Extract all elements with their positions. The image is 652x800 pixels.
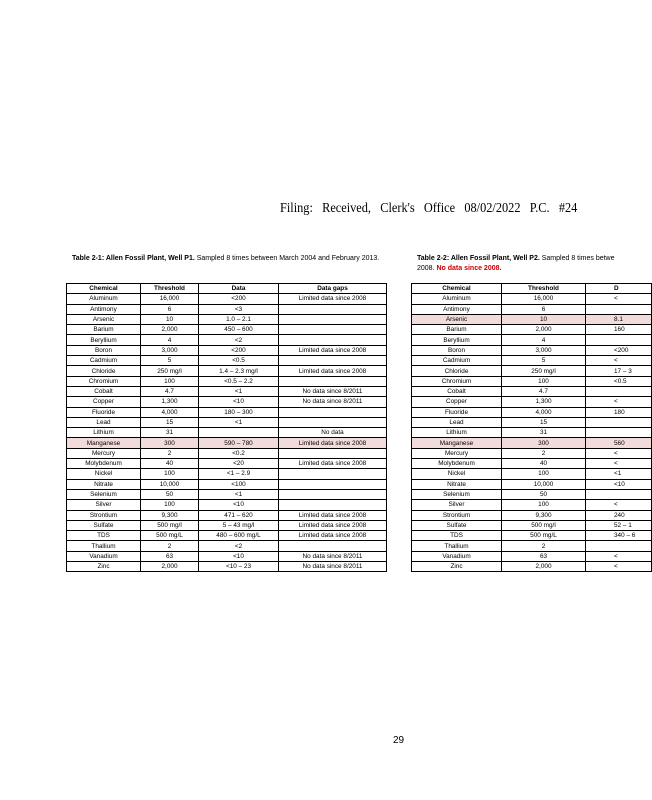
table-cell: 2 [502,541,586,551]
table-cell [279,304,387,314]
table-cell: Selenium [67,489,141,499]
table-cell: Vanadium [412,551,502,561]
table-cell [279,479,387,489]
table-cell: Boron [412,345,502,355]
table-cell: 4.7 [141,386,199,396]
table-row [412,469,652,479]
table-cell: 6 [502,304,586,314]
table-cell: Strontium [67,510,141,520]
table-cell: 2,000 [502,562,586,572]
table-cell: Limited data since 2008 [279,531,387,541]
table-row [67,417,387,427]
table-cell: Molybdenum [412,459,502,469]
table-cell: 500 mg/L [141,531,199,541]
table-cell: 10 [502,314,586,324]
table-cell: Nitrate [412,479,502,489]
table-cell: 4.7 [502,386,586,396]
table-row [67,541,387,551]
table-2-2-caption-warning: No data since 2008. [436,264,502,272]
table-cell: 250 mg/l [141,366,199,376]
table-cell: < [586,397,652,407]
table-row [412,541,652,551]
table-cell: < [586,459,652,469]
table-cell: 5 [502,356,586,366]
table-cell: Strontium [412,510,502,520]
table-cell: <1 [199,489,279,499]
table-cell: 63 [502,551,586,561]
table-cell [586,386,652,396]
table-cell: Lead [67,417,141,427]
table-cell: No data since 8/2011 [279,562,387,572]
column-header: Threshold [141,284,199,294]
table-cell: 4,000 [141,407,199,417]
table-row [412,366,652,376]
table-cell: Sulfate [67,520,141,530]
table-cell: <200 [586,345,652,355]
table-cell: <200 [199,345,279,355]
table-cell: Thallium [412,541,502,551]
table-row [412,386,652,396]
table-cell: Fluoride [67,407,141,417]
table-2-1-caption [72,254,382,264]
table-cell: Limited data since 2008 [279,438,387,448]
table-cell: 180 [586,407,652,417]
table-row [67,325,387,335]
table-row [67,314,387,324]
table-cell: 4,000 [502,407,586,417]
table-cell: <10 [586,479,652,489]
table-row [412,520,652,530]
table-cell: Sulfate [412,520,502,530]
table-cell: 10,000 [502,479,586,489]
table-cell: 63 [141,551,199,561]
table-row [67,407,387,417]
table-cell: 8.1 [586,314,652,324]
table-cell: <100 [199,479,279,489]
table-cell: Limited data since 2008 [279,345,387,355]
table-header-row [412,284,652,294]
table-cell: 180 – 300 [199,407,279,417]
table-cell [279,541,387,551]
table-cell: Manganese [412,438,502,448]
table-cell: Aluminum [67,294,141,304]
table-cell: Chloride [67,366,141,376]
table-cell: 100 [502,376,586,386]
table-cell: Antimony [67,304,141,314]
table-cell: 50 [141,489,199,499]
table-cell: 240 [586,510,652,520]
table-cell: < [586,562,652,572]
table-cell: 2,000 [141,562,199,572]
page-number: 29 [393,735,405,746]
table-row [67,438,387,448]
table-row [67,294,387,304]
table-cell [279,314,387,324]
table-cell: <1 [199,417,279,427]
table-cell: Mercury [412,448,502,458]
table-cell: Antimony [412,304,502,314]
table-cell: Beryllium [412,335,502,345]
table-cell: <20 [199,459,279,469]
table-cell: Nickel [67,469,141,479]
table-cell: <1 [199,386,279,396]
table-cell: 15 [502,417,586,427]
table-cell [279,448,387,458]
table-cell: Vanadium [67,551,141,561]
table-cell: <1 [586,469,652,479]
table-cell: <1 – 2.9 [199,469,279,479]
table-cell: 3,000 [502,345,586,355]
table-cell: <200 [199,294,279,304]
table-cell: Thallium [67,541,141,551]
table-cell: <2 [199,541,279,551]
table-cell: Nickel [412,469,502,479]
table-row [412,531,652,541]
table-row [412,417,652,427]
table-cell: 10 [141,314,199,324]
table-2-1-caption-title: Table 2-1: Allen Fossil Plant, Well P1. [72,255,195,262]
table-cell: 590 – 780 [199,438,279,448]
table-row [67,531,387,541]
table-row [67,304,387,314]
table-row [412,356,652,366]
table-row [67,356,387,366]
table-cell: Aluminum [412,294,502,304]
table-row [412,428,652,438]
table-cell [586,304,652,314]
table-row [67,335,387,345]
table-row [412,448,652,458]
table-cell [586,335,652,345]
table-cell: Lithium [412,428,502,438]
table-cell: 2 [141,541,199,551]
table-cell: Silver [67,500,141,510]
table-cell: 5 – 43 mg/l [199,520,279,530]
table-row [412,510,652,520]
table-cell [279,325,387,335]
table-cell: 500 mg/L [502,531,586,541]
table-cell: <10 [199,500,279,510]
table-cell: 4 [502,335,586,345]
table-cell: 6 [141,304,199,314]
table-cell: 100 [502,469,586,479]
table-cell: Nitrate [67,479,141,489]
table-cell: 450 – 600 [199,325,279,335]
table-row [67,479,387,489]
table-cell: <10 [199,397,279,407]
table-row [67,386,387,396]
table-row [67,376,387,386]
table-2-2-caption-title: Table 2-2: Allen Fossil Plant, Well P2. [417,255,540,262]
table-cell [199,428,279,438]
table-cell: < [586,551,652,561]
table-row [67,469,387,479]
table-cell: Copper [67,397,141,407]
table-cell [586,489,652,499]
table-row [412,407,652,417]
table-row [412,345,652,355]
table-cell: Beryllium [67,335,141,345]
table-cell: 1.0 – 2.1 [199,314,279,324]
table-cell [279,356,387,366]
table-row [412,562,652,572]
table-cell: 9,300 [502,510,586,520]
table-cell: Fluoride [412,407,502,417]
table-row [412,459,652,469]
table-cell: Lithium [67,428,141,438]
table-cell [279,469,387,479]
table-cell: Limited data since 2008 [279,510,387,520]
column-header: Chemical [67,284,141,294]
table-cell: 500 mg/l [502,520,586,530]
table-cell: Molybdenum [67,459,141,469]
table-cell: Silver [412,500,502,510]
table-cell: Zinc [412,562,502,572]
table-row [412,325,652,335]
table-cell: No data [279,428,387,438]
filing-stamp: Filing: Received, Clerk's Office 08/02/2022 P.C. #24 [280,201,578,216]
table-row [412,438,652,448]
column-header: Data gaps [279,284,387,294]
column-header: Data [199,284,279,294]
table-row [412,304,652,314]
table-cell: < [586,500,652,510]
table-cell: No data since 8/2011 [279,551,387,561]
table-row [67,345,387,355]
table-cell: Limited data since 2008 [279,366,387,376]
table-cell [586,541,652,551]
table-cell: <10 – 23 [199,562,279,572]
table-cell: Manganese [67,438,141,448]
table-cell: 300 [141,438,199,448]
table-row [412,314,652,324]
table-cell: Limited data since 2008 [279,294,387,304]
table-cell: 2,000 [141,325,199,335]
table-cell: 500 mg/l [141,520,199,530]
column-header: Threshold [502,284,586,294]
table-cell: 1.4 – 2.3 mg/l [199,366,279,376]
table-cell: Chromium [412,376,502,386]
table-cell: 2,000 [502,325,586,335]
table-cell [279,417,387,427]
table-cell: TDS [67,531,141,541]
column-header: Chemical [412,284,502,294]
table-cell: Arsenic [67,314,141,324]
table-cell: No data since 8/2011 [279,386,387,396]
table-cell: 100 [502,500,586,510]
table-cell: <2 [199,335,279,345]
table-row [67,428,387,438]
table-row [67,510,387,520]
table-cell: TDS [412,531,502,541]
table-row [412,551,652,561]
table-row [67,459,387,469]
table-cell: Boron [67,345,141,355]
table-cell: 52 – 1 [586,520,652,530]
table-row [412,500,652,510]
table-cell: 31 [502,428,586,438]
table-cell: 16,000 [502,294,586,304]
table-cell: <10 [199,551,279,561]
table-cell: 1,300 [502,397,586,407]
table-cell: 5 [141,356,199,366]
table-cell: Limited data since 2008 [279,520,387,530]
table-row [67,551,387,561]
table-cell: 16,000 [141,294,199,304]
table-cell: <0.5 [586,376,652,386]
table-2-2 [411,283,652,572]
table-cell [279,376,387,386]
table-cell: < [586,294,652,304]
table-cell: 3,000 [141,345,199,355]
table-cell: Cobalt [67,386,141,396]
table-cell: <0.5 – 2.2 [199,376,279,386]
table-cell: 2 [141,448,199,458]
table-cell: Cadmium [67,356,141,366]
table-cell: 340 – 6 [586,531,652,541]
table-row [412,397,652,407]
table-cell: < [586,448,652,458]
table-cell: <0.2 [199,448,279,458]
table-cell [279,500,387,510]
table-row [67,520,387,530]
table-cell: Selenium [412,489,502,499]
table-row [67,489,387,499]
table-row [412,479,652,489]
table-cell: Cobalt [412,386,502,396]
table-cell: <3 [199,304,279,314]
table-cell: 15 [141,417,199,427]
table-cell: 9,300 [141,510,199,520]
table-cell: Chloride [412,366,502,376]
table-cell: 10,000 [141,479,199,489]
table-row [412,335,652,345]
table-cell: 17 – 3 [586,366,652,376]
table-cell [279,335,387,345]
table-cell: Chromium [67,376,141,386]
column-header: D [586,284,652,294]
table-cell: Barium [412,325,502,335]
table-cell: 2 [502,448,586,458]
table-row [412,489,652,499]
table-cell: 300 [502,438,586,448]
table-row [67,500,387,510]
table-cell: 100 [141,469,199,479]
table-cell: 160 [586,325,652,335]
table-cell [279,489,387,499]
table-cell: < [586,356,652,366]
table-cell: 1,300 [141,397,199,407]
table-row [67,562,387,572]
table-row [67,448,387,458]
table-cell: 4 [141,335,199,345]
table-cell: Cadmium [412,356,502,366]
table-cell: Mercury [67,448,141,458]
table-cell: 250 mg/l [502,366,586,376]
table-cell: Copper [412,397,502,407]
table-cell: 100 [141,500,199,510]
table-cell [279,407,387,417]
table-cell: Arsenic [412,314,502,324]
table-2-1-caption-text: Sampled 8 times between March 2004 and February 2013. [194,255,380,262]
table-row [412,376,652,386]
table-cell: No data since 8/2011 [279,397,387,407]
table-cell: 31 [141,428,199,438]
table-2-2-caption-text: Sampled 8 times betwe [539,255,615,262]
table-row [67,397,387,407]
table-2-1 [66,283,387,572]
table-cell: 40 [502,459,586,469]
table-2-2-caption [417,254,627,273]
table-2-2-caption-line2: 2008. [417,264,437,272]
table-cell: Lead [412,417,502,427]
table-cell: Zinc [67,562,141,572]
table-cell: 100 [141,376,199,386]
table-cell: 471 – 620 [199,510,279,520]
table-cell: Barium [67,325,141,335]
table-cell [586,428,652,438]
table-cell [586,417,652,427]
table-cell: 40 [141,459,199,469]
table-row [412,294,652,304]
table-cell: <0.5 [199,356,279,366]
table-cell: 480 – 600 mg/L [199,531,279,541]
table-cell: Limited data since 2008 [279,459,387,469]
table-header-row [67,284,387,294]
table-cell: 560 [586,438,652,448]
table-cell: 50 [502,489,586,499]
table-row [67,366,387,376]
